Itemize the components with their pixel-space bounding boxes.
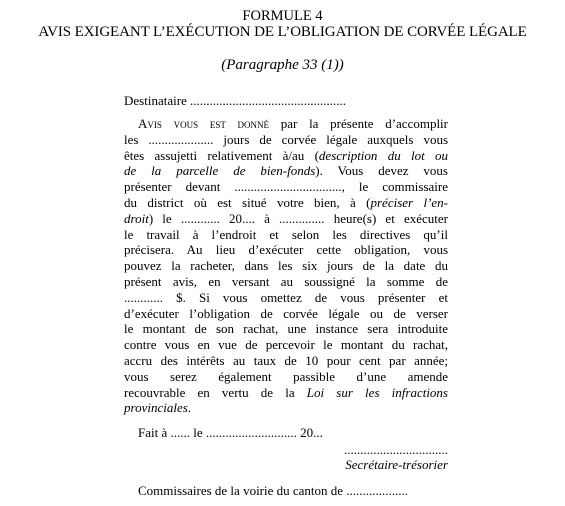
body-line — [124, 321, 448, 337]
body-text-segment: ). Vous devez vous — [315, 163, 448, 179]
body-text-segment: du district où est situé votre bien, à ( — [124, 195, 371, 210]
body-line — [124, 148, 448, 164]
signature-line: ................................ — [344, 442, 448, 457]
body-text-segment: pouvez la racheter, dans les six jours de la date du — [124, 258, 448, 274]
body-text-segment: les .................... jours de corvée légale auxquels vous — [124, 131, 448, 147]
body-line — [124, 242, 448, 258]
body-text-segment: de la parcelle de bien-fonds — [124, 163, 316, 179]
paragraph-reference — [0, 56, 565, 74]
body-text-segment: ) le ............ 20.... à .............. heure(s) et exécuter — [148, 210, 448, 226]
body-text-segment: provinciales — [124, 400, 188, 416]
footer-commissioners-line: Commissaires de la voirie du canton de ................... — [138, 483, 409, 498]
body-line — [124, 163, 448, 179]
body-text-segment: préciser l’en- — [370, 195, 449, 210]
body-line — [124, 274, 448, 290]
signature-title: Secrétaire-trésorier — [345, 457, 448, 472]
body-line — [124, 353, 448, 369]
body-text-segment: le montant de son rachat, une instance sera introduite — [124, 321, 448, 337]
body-text-segment: droit — [124, 210, 149, 226]
body-line — [124, 369, 448, 385]
body-text-segment: . — [187, 400, 192, 416]
body-text-segment: précisera. Au lieu d’exécuter cette obligation, vous — [124, 242, 448, 258]
body-text-segment: le travail à l’endroit et selon les directives qu’il — [124, 226, 448, 242]
body-text-segment: vous serez également passible d’une amende — [124, 368, 448, 384]
body-line — [138, 116, 448, 132]
body-line — [124, 179, 448, 195]
recipient-line: Destinataire ................................................ — [124, 93, 347, 108]
body-text-segment: recouvrable en vertu de la — [124, 384, 307, 400]
body-line — [124, 337, 448, 353]
body-line — [124, 306, 448, 322]
body-text-segment: Loi sur les infractions — [306, 384, 448, 400]
body-text-segment: ............ $. Si vous omettez de vous présenter et — [124, 289, 448, 305]
body-text-segment: d’exécuter l’obligation de corvée légale ou de verser — [124, 305, 448, 321]
body-line — [124, 258, 448, 274]
body-text-segment: présent avis, en versant au soussigné la somme de — [124, 274, 448, 289]
body-line — [124, 290, 448, 306]
body-line — [124, 385, 448, 401]
body-line — [124, 227, 448, 243]
body-text-segment: êtes assujetti relativement à/au ( — [124, 147, 319, 163]
body-line — [124, 195, 448, 211]
body-text-segment: contre vous en vue de percevoir le montant du rachat, — [124, 337, 448, 353]
date-line: Fait à ...... le ............................ 20... — [138, 425, 323, 440]
body-text-segment: accru des intérêts au taux de 10 pour cent par année; — [124, 353, 448, 368]
body-text-segment: présenter devant ................................., le commissaire — [124, 179, 448, 195]
paragraph-reference-text: (Paragraphe 33 (1)) — [221, 57, 344, 73]
form-title: AVIS EXIGEANT L’EXÉCUTION DE L’OBLIGATION DE CORVÉE LÉGALE — [38, 24, 527, 40]
body-line — [124, 132, 448, 148]
body-text-segment: Avis vous est donné — [138, 116, 270, 131]
body-line — [124, 400, 448, 416]
body-text-segment: par la présente d’accomplir — [269, 116, 448, 131]
form-number: FORMULE 4 — [242, 8, 323, 24]
body-line — [124, 211, 448, 227]
body-text-segment: description du lot ou — [318, 147, 449, 163]
